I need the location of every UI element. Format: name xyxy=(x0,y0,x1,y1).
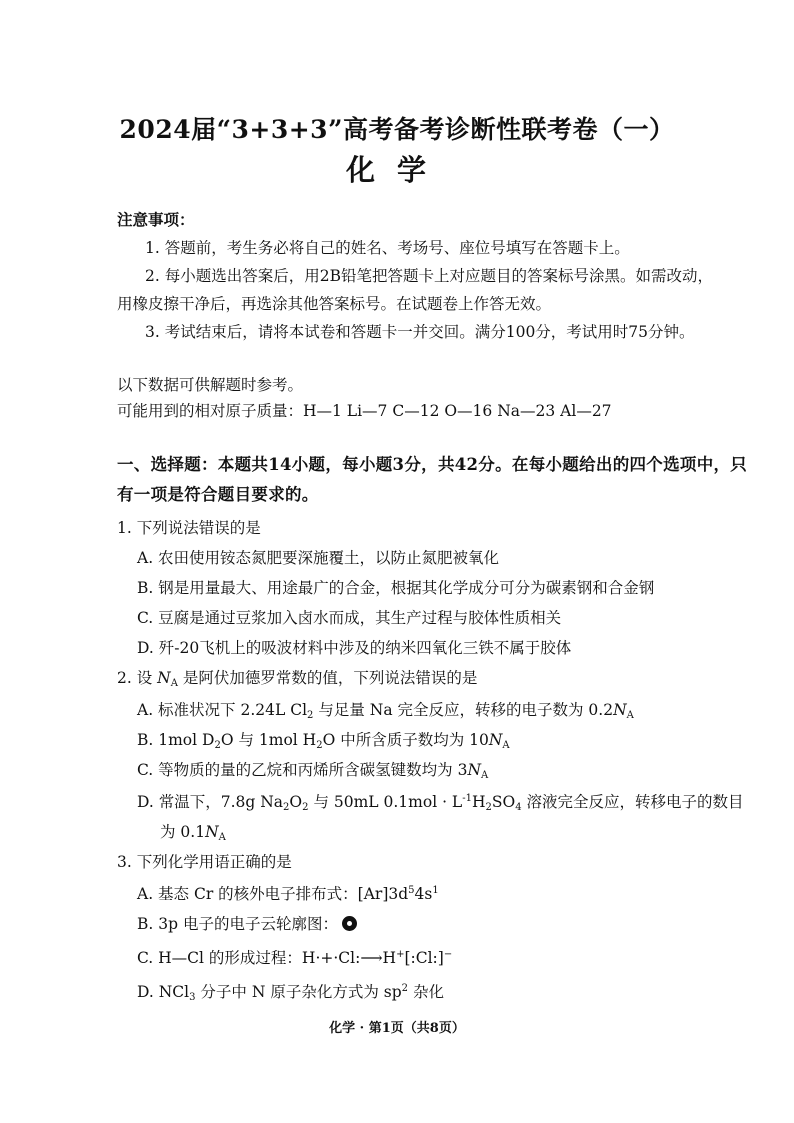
question-3-option-b: B. 3p 电子的电子云轮廓图： xyxy=(137,914,357,934)
question-1-option-c: C. 豆腐是通过豆浆加入卤水而成，其生产过程与胶体性质相关 xyxy=(137,609,562,627)
reference-intro: 以下数据可供解题时参考。 xyxy=(117,376,304,394)
question-2-option-d-line2: 为 $0.1N_A$ xyxy=(160,823,226,843)
exam-title: 2024届“3+3+3”高考备考诊断性联考卷（一） xyxy=(119,115,675,144)
question-2-option-d-line1: D. 常温下，7.8g $Na_2O_2$ 与 50mL $0.1mol \cdot L^{-1}H_2SO_4$ 溶液完全反应，转移电子的数目 xyxy=(137,793,744,813)
notes-item-2-line1: 2. 每小题选出答案后，用2B铅笔把答题卡上对应题目的答案标号涂黑。如需改动， xyxy=(145,267,713,285)
notes-heading: 注意事项： xyxy=(117,210,195,229)
notes-item-3: 3. 考试结束后，请将本试卷和答题卡一并交回。满分100分，考试用时75分钟。 xyxy=(145,323,695,341)
question-1-stem: 1. 下列说法错误的是 xyxy=(117,519,261,537)
question-1-option-b: B. 钢是用量最大、用途最广的合金，根据其化学成分可分为碳素钢和合金钢 xyxy=(137,579,655,597)
p-orbital-cloud-icon xyxy=(342,916,357,931)
question-2-option-b: B. 1mol $D_2O$ 与 1mol $H_2O$ 中所含质子数均为 $10N_A$ xyxy=(137,731,510,751)
section-heading-line2: 有一项是符合题目要求的。 xyxy=(117,485,319,504)
notes-item-2-line2: 用橡皮擦干净后，再选涂其他答案标号。在试题卷上作答无效。 xyxy=(117,295,552,313)
notes-item-1: 1. 答题前，考生务必将自己的姓名、考场号、座位号填写在答题卡上。 xyxy=(145,239,630,257)
subject-title: 化学 xyxy=(345,153,448,187)
question-3-option-a: A. 基态 Cr 的核外电子排布式：$[Ar]3d^54s^1$ xyxy=(137,885,439,903)
question-1-option-a: A. 农田使用铵态氮肥要深施覆土，以防止氮肥被氧化 xyxy=(137,549,500,567)
question-3-stem: 3. 下列化学用语正确的是 xyxy=(117,853,292,871)
section-heading-line1: 一、选择题：本题共14小题，每小题3分，共42分。在每小题给出的四个选项中，只 xyxy=(117,455,748,474)
question-2-stem: 2. 设 $N_A$ 是阿伏加德罗常数的值，下列说法错误的是 xyxy=(117,669,478,689)
question-2-option-c: C. 等物质的量的乙烷和丙烯所含碳氢键数均为 $3N_A$ xyxy=(137,761,489,781)
question-2-option-a: A. 标准状况下 2.24L $Cl_2$ 与足量 Na 完全反应，转移的电子数为 $0.2N_A$ xyxy=(137,701,634,721)
question-3-option-c: C. H—Cl 的形成过程：H·+·Cl:⟶H+[:Cl:]− xyxy=(137,949,453,967)
question-3-option-d: D. NCl$_3$ 分子中 N 原子杂化方式为 $sp^2$ 杂化 xyxy=(137,983,444,1003)
atomic-masses: 可能用到的相对原子质量：H—1 Li—7 C—12 O—16 Na—23 Al—27 xyxy=(117,402,612,420)
page-footer: 化学 · 第1页（共8页） xyxy=(329,1021,465,1036)
question-1-option-d: D. 歼-20飞机上的吸波材料中涉及的纳米四氧化三铁不属于胶体 xyxy=(137,639,572,657)
